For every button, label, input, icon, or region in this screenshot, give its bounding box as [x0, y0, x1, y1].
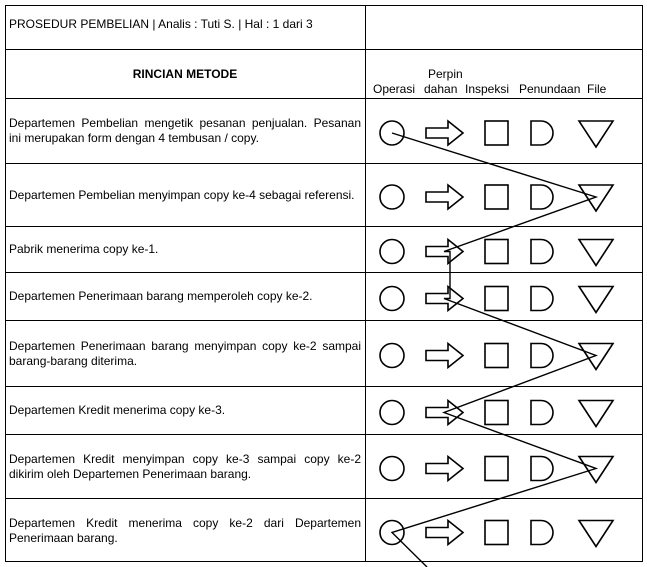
- inspeksi-label: Inspeksi: [465, 82, 510, 96]
- method-column-header: RINCIAN METODE: [132, 67, 238, 81]
- operasi-symbol-icon: [380, 457, 404, 481]
- perpindahan-symbol-icon: [426, 185, 463, 209]
- symbol-row: [380, 121, 613, 147]
- perpindahan-symbol-icon: [426, 457, 463, 481]
- method-description: Departemen Penerimaan barang memperoleh copy ke-2.: [9, 289, 313, 303]
- symbol-row: [380, 185, 613, 211]
- penundaan-symbol-icon: [531, 287, 553, 311]
- perpindahan-symbol-icon: [426, 521, 463, 545]
- method-description: Departemen Kredit menerima copy ke-2 dari Departemen Penerimaan barang.: [9, 516, 361, 545]
- method-description: Pabrik menerima copy ke-1.: [9, 242, 159, 256]
- operasi-label: Operasi: [373, 82, 416, 96]
- file-symbol-icon: [579, 457, 613, 483]
- operasi-symbol-icon: [380, 287, 404, 311]
- penundaan-symbol-icon: [531, 521, 553, 545]
- perpindahan-symbol-icon: [426, 121, 463, 145]
- symbol-row: [380, 521, 613, 547]
- symbol-row: [380, 287, 613, 313]
- file-symbol-icon: [579, 344, 613, 370]
- perpindahan-label: dahan: [424, 82, 458, 96]
- inspeksi-symbol-icon: [485, 401, 508, 425]
- operasi-symbol-icon: [380, 185, 404, 209]
- operasi-symbol-icon: [380, 401, 404, 425]
- inspeksi-symbol-icon: [485, 344, 508, 368]
- flow-path: [392, 133, 596, 567]
- method-description: Departemen Pembelian mengetik pesanan penjualan. Pesanan ini merupakan form dengan 4 tembusan / copy.: [9, 116, 361, 145]
- operasi-symbol-icon: [380, 344, 404, 368]
- penundaan-symbol-icon: [531, 457, 553, 481]
- inspeksi-symbol-icon: [485, 185, 508, 209]
- symbol-row: [380, 457, 613, 483]
- penundaan-symbol-icon: [531, 240, 553, 264]
- symbol-row: [380, 344, 613, 370]
- page-title: PROSEDUR PEMBELIAN | Analis : Tuti S. | Hal : 1 dari 3: [9, 17, 313, 31]
- file-symbol-icon: [579, 121, 613, 147]
- penundaan-symbol-icon: [531, 185, 553, 209]
- method-description: Departemen Pembelian menyimpan copy ke-4 sebagai referensi.: [9, 188, 355, 202]
- penundaan-symbol-icon: [531, 344, 553, 368]
- perpindahan-symbol-icon: [426, 344, 463, 368]
- file-symbol-icon: [579, 240, 613, 266]
- inspeksi-symbol-icon: [485, 121, 508, 145]
- method-description: Departemen Penerimaan barang menyimpan copy ke-2 sampai barang-barang diterima.: [9, 339, 361, 368]
- inspeksi-symbol-icon: [485, 240, 508, 264]
- method-description: Departemen Kredit menyimpan copy ke-3 sampai copy ke-2 dikirim oleh Departemen Penerimaan barang.: [9, 452, 361, 481]
- symbol-rows: [380, 121, 613, 547]
- flow-connector-line: [392, 133, 596, 567]
- symbol-row: [380, 240, 613, 266]
- penundaan-symbol-icon: [531, 401, 553, 425]
- operasi-symbol-icon: [380, 240, 404, 264]
- perpindahan-label-line1: Perpin: [428, 67, 463, 81]
- symbol-row: [380, 401, 613, 427]
- file-symbol-icon: [579, 287, 613, 313]
- inspeksi-symbol-icon: [485, 457, 508, 481]
- inspeksi-symbol-icon: [485, 287, 508, 311]
- penundaan-symbol-icon: [531, 121, 553, 145]
- file-label: File: [587, 82, 607, 96]
- method-description: Departemen Kredit menerima copy ke-3.: [9, 403, 226, 417]
- file-symbol-icon: [579, 521, 613, 547]
- file-symbol-icon: [579, 185, 613, 211]
- penundaan-label: Penundaan: [519, 82, 581, 96]
- file-symbol-icon: [579, 401, 613, 427]
- inspeksi-symbol-icon: [485, 521, 508, 545]
